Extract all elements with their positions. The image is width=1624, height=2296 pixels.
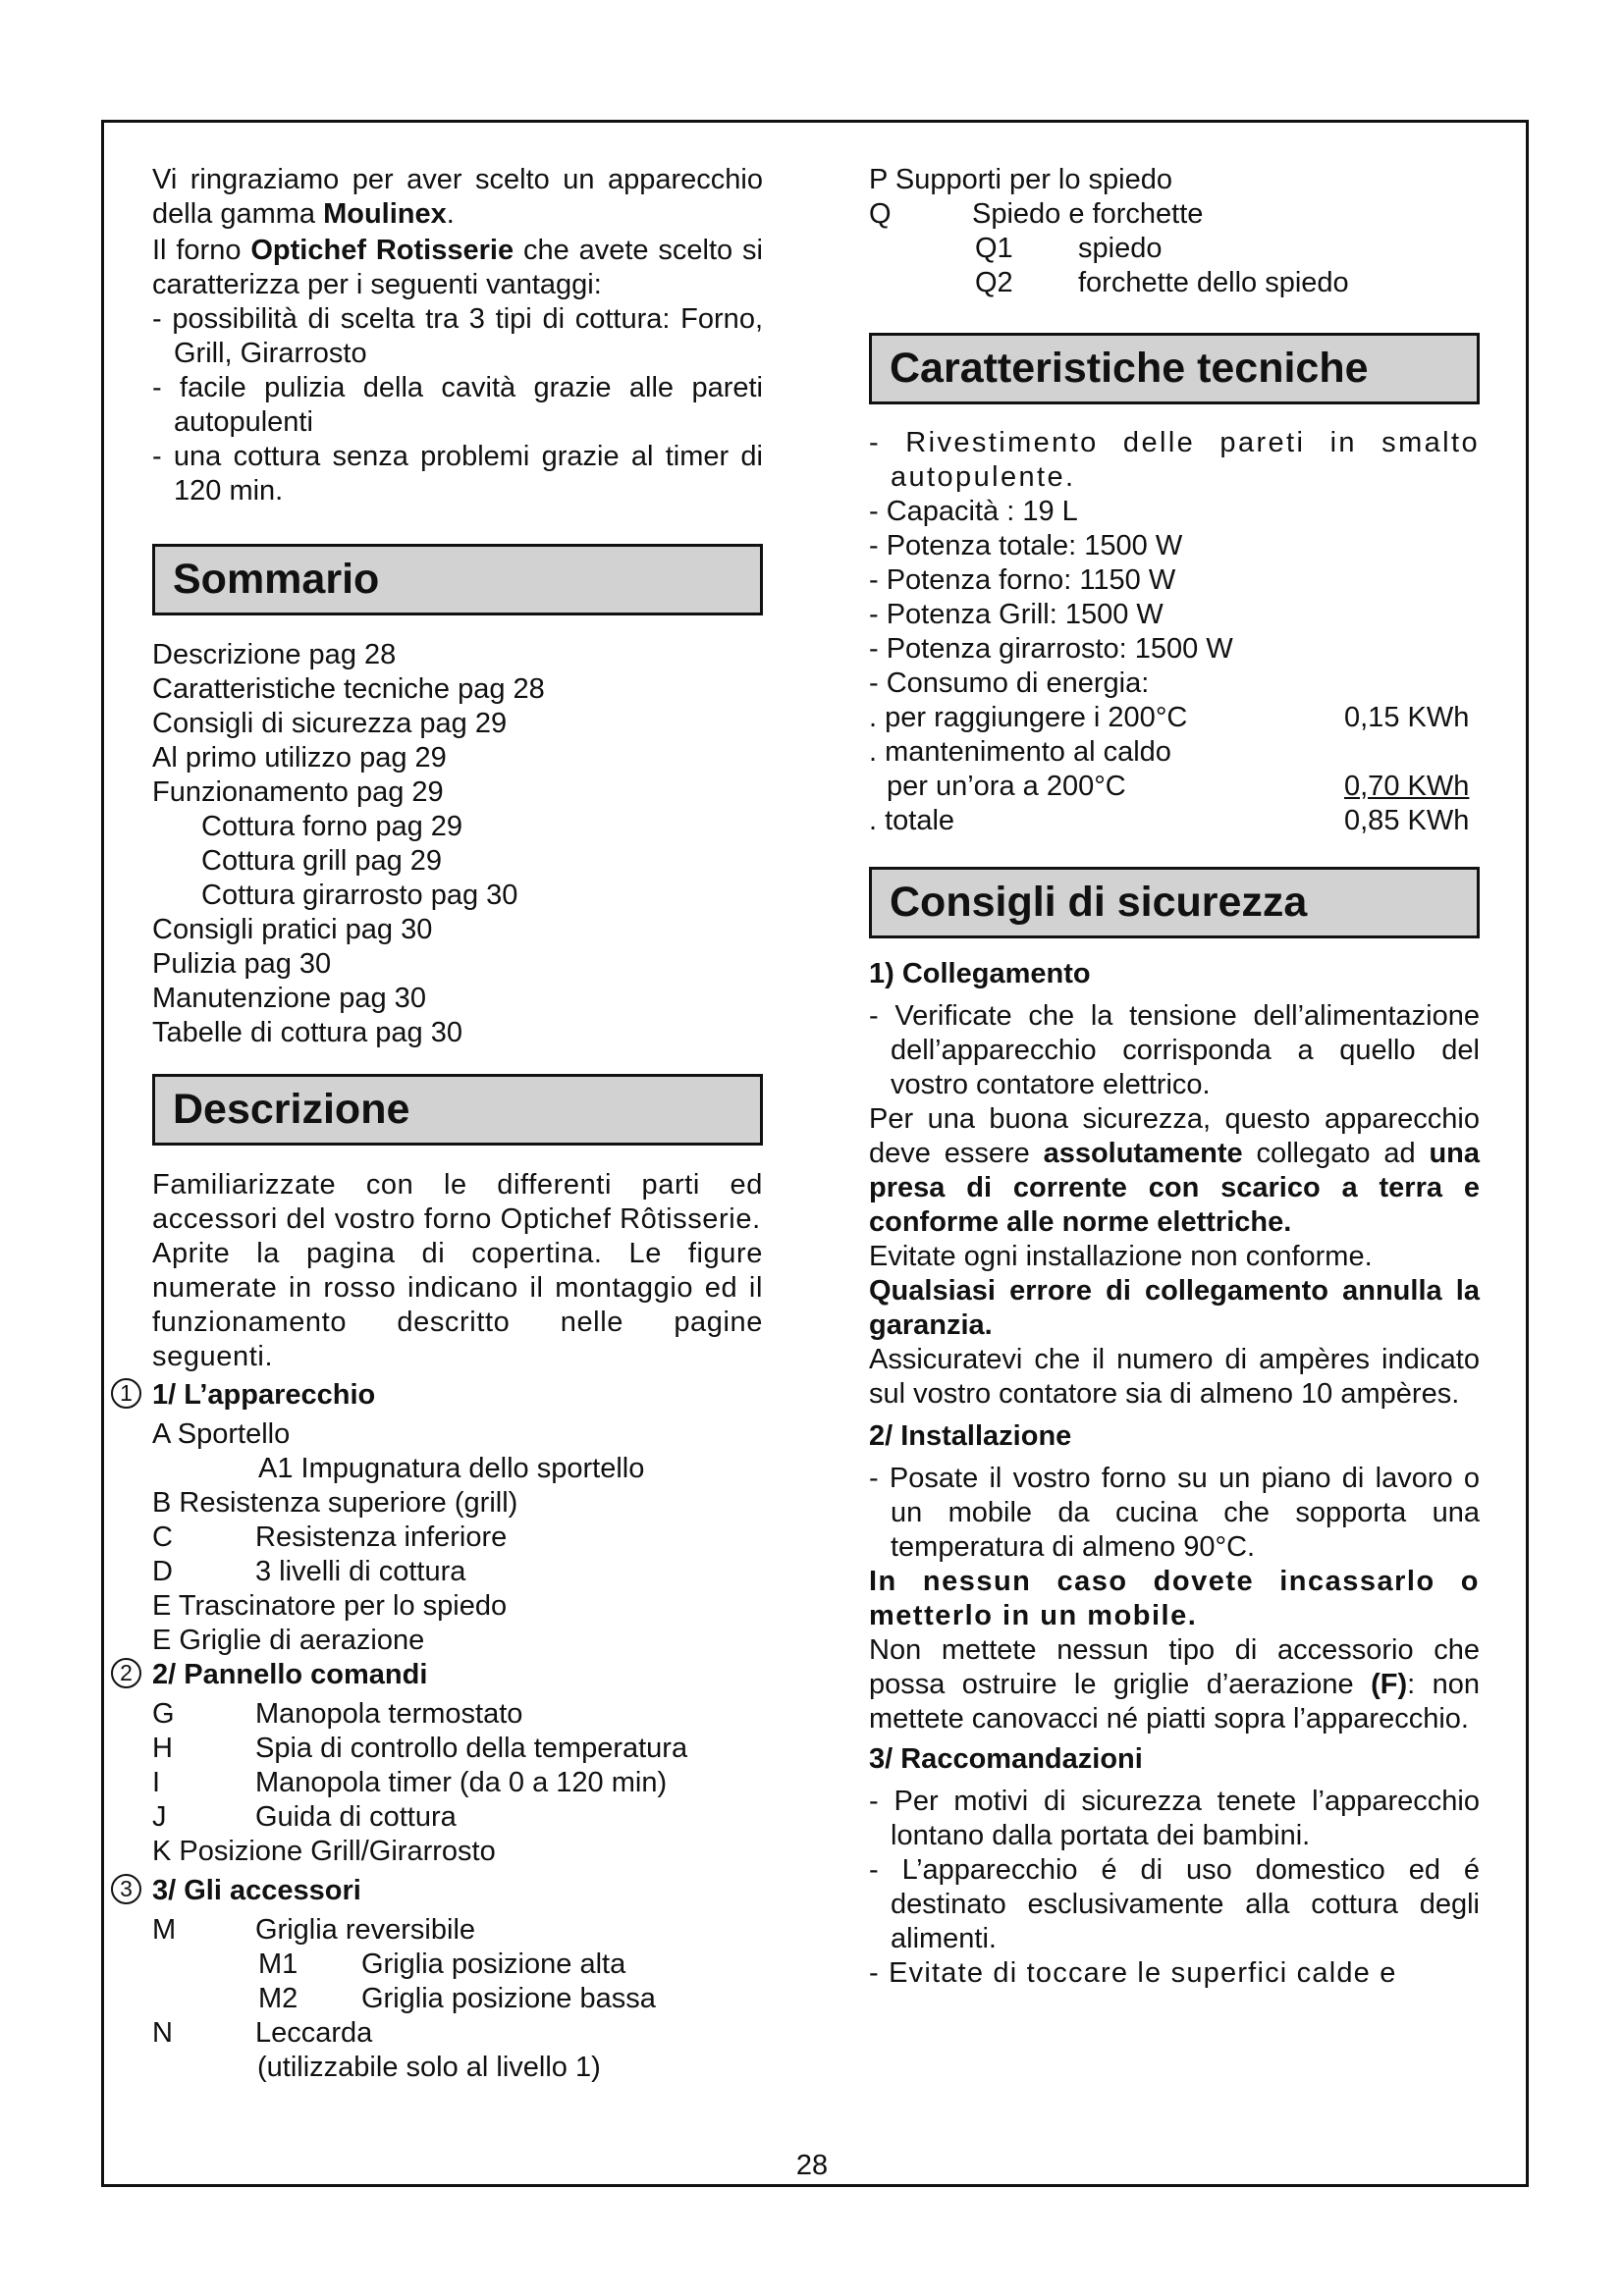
energy-label: . totale (869, 805, 955, 836)
part-letter: D (152, 1556, 173, 1587)
descrizione-paragraph-2: Aprite la pagina di copertina. Le figure numerate in rosso indicano il montaggio ed il funzionamento descritto nelle pagine seguenti. (152, 1238, 763, 1372)
toc-subitem: Cottura forno pag 29 (201, 811, 463, 842)
toc-item: Pulizia pag 30 (152, 948, 332, 980)
safety-paragraph (869, 1102, 1480, 1240)
intro-bullet: - facile pulizia della cavità grazie alle pareti autopulenti (152, 372, 763, 438)
part-item: P Supporti per lo spiedo (869, 164, 1173, 195)
part-note: (utilizzabile solo al livello 1) (257, 2052, 601, 2083)
energy-label: . mantenimento al caldo (869, 736, 1171, 768)
spec-item: - Capacità : 19 L (869, 496, 1078, 527)
safety-bullet: - Per motivi di sicurezza tenete l’apparecchio lontano dalla portata dei bambini. (869, 1786, 1480, 1851)
energy-row (869, 804, 1480, 838)
part-letter: I (152, 1767, 161, 1798)
part-label: Griglia posizione bassa (361, 1983, 656, 2014)
part-subitem: A1 Impugnatura dello sportello (258, 1453, 645, 1484)
number-circle-icon: 2 (111, 1658, 141, 1688)
spec-item: - Potenza Grill: 1500 W (869, 599, 1164, 630)
energy-value: 0,15 KWh (1344, 702, 1470, 733)
part-label: Resistenza inferiore (255, 1522, 508, 1553)
safety-text: : non mettete canovacci né piatti sopra l’apparecchio. (869, 1669, 1480, 1735)
part-letter: Q (869, 198, 892, 230)
part-label: Spiedo e forchette (972, 198, 1204, 230)
toc-item: Funzionamento pag 29 (152, 776, 444, 808)
spec-item: - Rivestimento delle pareti in smalto autopulente. (869, 427, 1480, 493)
intro-text: Vi ringraziamo per aver scelto un apparecchio della gamma (152, 164, 763, 230)
toc-item: Manutenzione pag 30 (152, 983, 426, 1014)
table-of-contents (152, 638, 763, 1050)
number-circle-icon: 3 (111, 1874, 141, 1904)
part-label: Griglia posizione alta (361, 1949, 626, 1980)
spec-list (869, 426, 1480, 838)
part-letter: C (152, 1522, 173, 1553)
section-title-tecniche: Caratteristiche tecniche (869, 333, 1480, 404)
subsection-title: 2/ Pannello comandi (152, 1659, 428, 1690)
part-subitem (152, 1982, 763, 2016)
spec-item: - Potenza totale: 1500 W (869, 530, 1183, 561)
right-column (869, 163, 1480, 1991)
part-item (152, 1913, 763, 1948)
toc-subitem: Cottura grill pag 29 (201, 845, 443, 877)
part-subitem (869, 232, 1480, 266)
part-item (152, 1521, 763, 1555)
energy-value: 0,85 KWh (1344, 805, 1470, 836)
toc-subitem: Cottura girarrosto pag 30 (201, 880, 518, 911)
safety-text: collegato ad (1242, 1138, 1430, 1169)
toc-item: Consigli pratici pag 30 (152, 914, 433, 945)
accessory-list (152, 1913, 763, 2085)
part-subitem (869, 266, 1480, 300)
toc-item: Descrizione pag 28 (152, 639, 397, 670)
toc-item: Consigli di sicurezza pag 29 (152, 708, 508, 739)
part-letter: Q1 (975, 233, 1013, 264)
part-item (152, 1697, 763, 1732)
part-item: K Posizione Grill/Girarrosto (152, 1836, 496, 1867)
part-item (869, 197, 1480, 232)
toc-item: Caratteristiche tecniche pag 28 (152, 673, 545, 705)
spec-item: - Potenza girarrosto: 1500 W (869, 633, 1233, 665)
safety-paragraph: Assicuratevi che il numero di ampères indicato sul vostro contatore sia di almeno 10 ampères. (869, 1344, 1480, 1410)
section-title-sommario: Sommario (152, 544, 763, 615)
toc-item: Tabelle di cottura pag 30 (152, 1017, 462, 1048)
part-label: spiedo (1078, 233, 1163, 264)
safety-warning: Qualsiasi errore di collegamento annulla la garanzia. (869, 1275, 1480, 1341)
product-name: Optichef Rotisserie (250, 235, 514, 266)
part-item: A Sportello (152, 1418, 291, 1450)
safety-paragraph (869, 1633, 1480, 1736)
part-label: Griglia reversibile (255, 1914, 476, 1946)
part-label: Manopola timer (da 0 a 120 min) (255, 1767, 668, 1798)
section-title-descrizione: Descrizione (152, 1074, 763, 1146)
safety-emphasis: (F) (1371, 1669, 1408, 1700)
section-title-sicurezza: Consigli di sicurezza (869, 867, 1480, 938)
intro-paragraph-2 (152, 234, 763, 302)
toc-item: Al primo utilizzo pag 29 (152, 742, 447, 774)
part-letter: M (152, 1914, 177, 1946)
part-subitem (152, 1948, 763, 1982)
subsection-collegamento: 1) Collegamento (869, 958, 1091, 989)
intro-bullet: - una cottura senza problemi grazie al timer di 120 min. (152, 441, 763, 507)
safety-bullet: - Posate il vostro forno su un piano di lavoro o un mobile da cucina che sopporta una temperatura di almeno 90°C. (869, 1463, 1480, 1563)
part-label: Manopola termostato (255, 1698, 523, 1730)
energy-row (869, 770, 1480, 804)
part-letter: Q2 (975, 267, 1013, 298)
part-item: E Griglie di aerazione (152, 1625, 425, 1656)
number-circle-icon: 1 (111, 1378, 141, 1409)
subsection-accessori (120, 1874, 763, 1908)
intro-paragraph-1 (152, 163, 763, 232)
part-item (152, 1732, 763, 1766)
intro-bullet: - possibilità di scelta tra 3 tipi di cottura: Forno, Grill, Girarrosto (152, 303, 763, 369)
energy-value: 0,70 KWh (1344, 771, 1470, 802)
part-letter: M2 (258, 1983, 298, 2014)
part-item (152, 1555, 763, 1589)
safety-bullet: - Evitate di toccare le superfici calde e (869, 1957, 1397, 1989)
safety-paragraph: Evitate ogni installazione non conforme. (869, 1241, 1373, 1272)
subsection-title: 3/ Gli accessori (152, 1875, 361, 1906)
part-letter: G (152, 1698, 175, 1730)
safety-text: Non mettete nessun tipo di accessorio che possa ostruire le griglie d’aerazione (869, 1634, 1480, 1700)
safety-emphasis: assolutamente (1043, 1138, 1243, 1169)
part-item (152, 1766, 763, 1800)
subsection-pannello (120, 1658, 763, 1692)
left-column (120, 163, 763, 2085)
part-item (152, 1800, 763, 1835)
subsection-apparecchio (120, 1378, 763, 1413)
spec-item: - Potenza forno: 1150 W (869, 564, 1176, 596)
control-list (152, 1697, 763, 1835)
part-label: Spia di controllo della temperatura (255, 1733, 688, 1764)
part-item: E Trascinatore per lo spiedo (152, 1590, 508, 1622)
safety-warning: In nessun caso dovete incassarlo o metterlo in un mobile. (869, 1566, 1480, 1631)
part-label: Leccarda (255, 2017, 373, 2049)
intro-text: Il forno (152, 235, 251, 266)
subsection-title: 1/ L’apparecchio (152, 1379, 376, 1411)
energy-row (869, 701, 1480, 735)
page-number: 28 (795, 2150, 829, 2181)
part-item (152, 2016, 763, 2051)
part-label: Guida di cottura (255, 1801, 457, 1833)
descrizione-paragraph-1: Familiarizzate con le differenti parti ed accessori del vostro forno Optichef Rôtisserie. (152, 1169, 763, 1235)
part-letter: N (152, 2017, 173, 2049)
spec-item: - Consumo di energia: (869, 667, 1150, 699)
subsection-raccomandazioni: 3/ Raccomandazioni (869, 1743, 1143, 1775)
part-letter: H (152, 1733, 173, 1764)
part-letter: M1 (258, 1949, 298, 1980)
energy-label: . per raggiungere i 200°C (869, 702, 1188, 733)
part-item: B Resistenza superiore (grill) (152, 1487, 518, 1519)
safety-bullet: - Verificate che la tensione dell’alimentazione dell’apparecchio corrisponda a quello del vostro contatore elettrico. (869, 1000, 1480, 1100)
part-letter: J (152, 1801, 167, 1833)
subsection-installazione: 2/ Installazione (869, 1420, 1072, 1452)
safety-emphasis: una presa di corrente con scarico a terra e conforme alle norme elettriche. (869, 1138, 1480, 1238)
part-label: forchette dello spiedo (1078, 267, 1349, 298)
intro-text: . (446, 198, 455, 230)
intro-text: che avete scelto si caratterizza per i seguenti vantaggi: (152, 235, 763, 300)
energy-label: per un’ora a 200°C (887, 771, 1126, 802)
safety-text: Per una buona sicurezza, questo apparecchio deve essere (869, 1103, 1480, 1169)
safety-bullet: - L’apparecchio é di uso domestico ed é destinato esclusivamente alla cottura degli alimenti. (869, 1854, 1480, 1954)
part-label: 3 livelli di cottura (255, 1556, 466, 1587)
brand-name: Moulinex (323, 198, 447, 230)
